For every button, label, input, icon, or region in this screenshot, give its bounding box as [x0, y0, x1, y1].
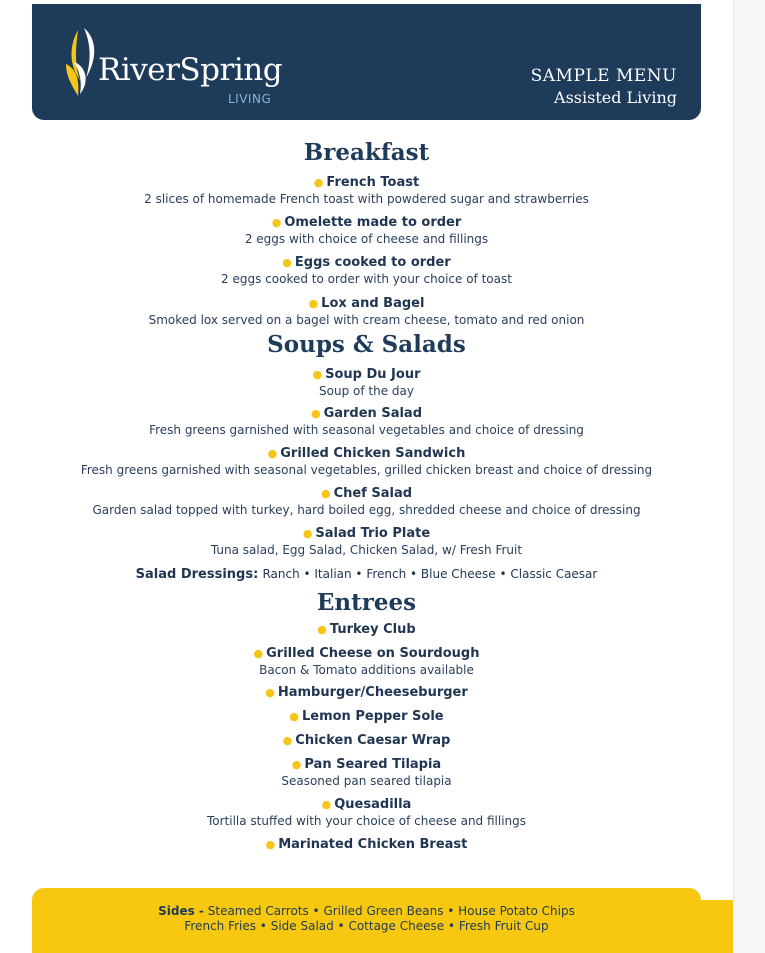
item-desc: 2 eggs cooked to order with your choice of toast	[221, 272, 512, 286]
salad-dressings	[0, 566, 733, 583]
section-title: Breakfast	[303, 139, 430, 166]
item-desc: 2 eggs with choice of cheese and fillings	[244, 232, 489, 246]
item-desc: Tortilla stuffed with your choice of cheese and fillings	[206, 814, 527, 828]
item-name: Turkey Club	[329, 622, 416, 637]
item-name: Salad Trio Plate	[315, 526, 431, 541]
item-name: Omelette made to order	[284, 215, 462, 230]
bullet-icon: ●	[253, 647, 264, 660]
menu-item	[0, 796, 733, 829]
bullet-icon: ●	[282, 734, 293, 747]
item-name: Marinated Chicken Breast	[278, 837, 468, 852]
menu-title: SAMPLE MENU	[530, 66, 677, 86]
menu-item	[0, 836, 733, 853]
item-name: Hamburger/Cheeseburger	[277, 685, 468, 700]
item-desc: Fresh greens garnished with seasonal vegetables, grilled chicken breast and choice of dressing	[80, 463, 653, 477]
item-name: Chicken Caesar Wrap	[295, 733, 451, 748]
bullet-icon: ●	[310, 407, 321, 420]
menu-item	[0, 445, 733, 478]
section-breakfast	[0, 138, 733, 328]
section-entrees	[0, 588, 733, 853]
item-name: Quesadilla	[334, 797, 412, 812]
sides-label: Sides -	[158, 904, 204, 918]
brand-sub: LIVING	[228, 92, 272, 106]
menu-item	[0, 366, 733, 399]
menu-subtitle: Assisted Living	[554, 88, 677, 107]
header-title	[531, 66, 677, 107]
item-desc: Fresh greens garnished with seasonal vegetables and choice of dressing	[149, 423, 584, 437]
bullet-icon: ●	[317, 623, 327, 636]
bullet-icon: ●	[321, 798, 332, 811]
item-name: Garden Salad	[323, 406, 423, 421]
menu-item	[0, 405, 733, 438]
menu-item	[0, 684, 733, 701]
item-name: Soup Du Jour	[325, 367, 421, 382]
sides-list	[32, 904, 701, 934]
logo	[60, 24, 283, 109]
menu-item	[0, 525, 733, 558]
menu-item	[0, 732, 733, 749]
item-desc: Bacon & Tomato additions available	[259, 663, 474, 677]
item-name: Lemon Pepper Sole	[301, 709, 444, 724]
bullet-icon: ●	[320, 487, 331, 500]
bullet-icon: ●	[313, 176, 324, 189]
item-name: French Toast	[326, 175, 420, 190]
item-name: Grilled Chicken Sandwich	[280, 446, 466, 461]
item-desc: Garden salad topped with turkey, hard boiled egg, shredded cheese and choice of dressing	[92, 503, 641, 517]
menu-item	[0, 621, 733, 638]
item-name: Lox and Bagel	[321, 296, 425, 311]
item-desc: 2 slices of homemade French toast with powdered sugar and strawberries	[144, 192, 589, 206]
section-soups-salads	[0, 330, 733, 583]
item-desc: Tuna salad, Egg Salad, Chicken Salad, w/ Fresh Fruit	[210, 543, 523, 557]
bullet-icon: ●	[282, 256, 292, 269]
menu-item	[0, 756, 733, 789]
sides-line-2: French Fries • Side Salad • Cottage Cheese • Fresh Fruit Cup	[184, 919, 549, 933]
item-name: Pan Seared Tilapia	[304, 757, 442, 772]
item-desc: Smoked lox served on a bagel with cream cheese, tomato and red onion	[148, 313, 585, 327]
bullet-icon: ●	[312, 368, 323, 381]
brand-name: RiverSpring	[98, 52, 283, 88]
sides-line-1	[32, 904, 701, 919]
bullet-icon: ●	[265, 686, 275, 699]
dressings-list: Ranch • Italian • French • Blue Cheese • Classic Caesar	[262, 567, 598, 581]
menu-item	[0, 708, 733, 725]
item-name: Grilled Cheese on Sourdough	[266, 646, 480, 661]
section-title: Soups & Salads	[267, 331, 466, 358]
menu-item	[0, 485, 733, 518]
item-name: Chef Salad	[333, 486, 413, 501]
menu-item	[0, 214, 733, 247]
header-banner	[32, 4, 701, 120]
sides-line-1-text: Steamed Carrots • Grilled Green Beans • House Potato Chips	[207, 904, 575, 918]
page-margin	[733, 0, 765, 953]
menu-content	[0, 138, 733, 853]
menu-item	[0, 254, 733, 287]
item-name: Eggs cooked to order	[294, 255, 451, 270]
menu-item	[0, 295, 733, 328]
section-title: Entrees	[316, 589, 417, 616]
bullet-icon: ●	[265, 838, 276, 851]
bullet-icon: ●	[291, 758, 302, 771]
menu-item	[0, 174, 733, 207]
dressings-label: Salad Dressings:	[135, 567, 259, 582]
menu-item	[0, 645, 733, 678]
bullet-icon: ●	[302, 527, 313, 540]
bullet-icon: ●	[271, 216, 282, 229]
bullet-icon: ●	[308, 297, 319, 310]
bullet-icon: ●	[267, 447, 278, 460]
item-desc: Soup of the day	[319, 384, 414, 398]
bullet-icon: ●	[289, 710, 299, 723]
item-desc: Seasoned pan seared tilapia	[281, 774, 452, 788]
